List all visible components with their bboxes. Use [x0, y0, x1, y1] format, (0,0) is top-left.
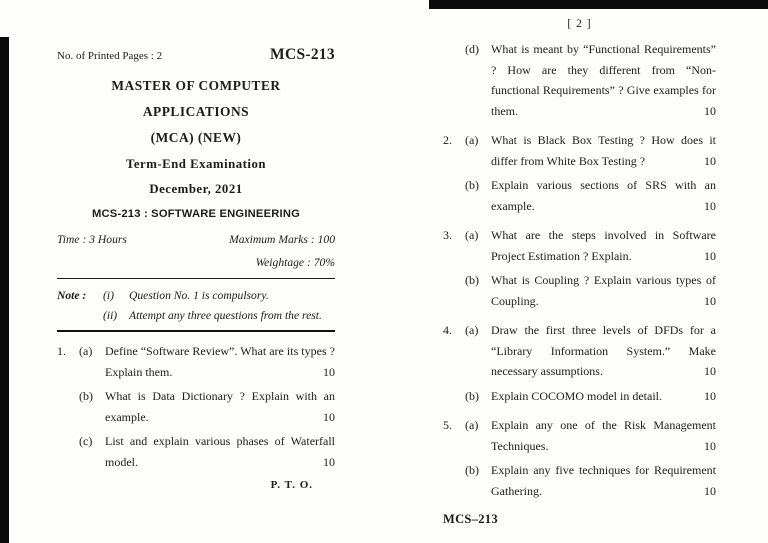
paper-code-footer: MCS–213 — [443, 512, 498, 526]
note-text: Attempt any three questions from the rest. — [129, 308, 322, 322]
time-marks-row — [57, 233, 335, 246]
question-item — [443, 270, 716, 311]
question-text: Explain any one of the Risk Management Techniques. — [491, 418, 716, 453]
exam-name: Term-End Examination — [125, 157, 266, 171]
question-marks: 10 — [704, 388, 716, 403]
question-body — [491, 39, 716, 121]
page-number: [ 2 ] — [567, 18, 592, 30]
question-body — [491, 320, 716, 382]
question-number — [443, 39, 465, 121]
question-item — [443, 39, 716, 121]
question-item — [57, 386, 335, 427]
question-letter: (b) — [465, 273, 479, 287]
question-text: Explain any five techniques for Requirement Gathering. — [491, 463, 716, 498]
question-letter: (b) — [465, 463, 479, 477]
note-roman: (ii) — [103, 308, 118, 322]
paper-code: MCS-213 — [270, 46, 335, 63]
exam-date: December, 2021 — [149, 182, 243, 196]
question-item — [443, 460, 716, 501]
question-number: 5. — [443, 418, 452, 432]
exam-page-2 — [443, 18, 716, 527]
question-letter: (c) — [79, 434, 93, 448]
question-letter: (b) — [465, 178, 479, 192]
question-number — [57, 431, 79, 472]
weightage: Weightage : 70% — [255, 256, 335, 269]
note-roman: (i) — [103, 289, 114, 302]
question-body — [491, 175, 716, 216]
note-text: Question No. 1 is compulsory. — [129, 289, 269, 302]
question-letter: (a) — [465, 323, 479, 337]
question-item — [443, 175, 716, 216]
exam-title-block — [57, 78, 335, 220]
question-body — [491, 386, 716, 407]
question-marks: 10 — [323, 409, 335, 424]
question-text: What is Coupling ? Explain various types of Coupling. — [491, 273, 716, 308]
question-number — [443, 270, 465, 311]
question-letter: (a) — [465, 133, 479, 147]
question-body — [105, 386, 335, 427]
question-text: Explain COCOMO model in detail. — [491, 388, 662, 403]
question-number: 4. — [443, 323, 452, 337]
question-text: List and explain various phases of Waterfall model. — [105, 434, 335, 469]
question-number — [443, 386, 465, 407]
question-number: 3. — [443, 228, 452, 242]
course-title-line1: MASTER OF COMPUTER — [111, 78, 281, 93]
question-item — [443, 320, 716, 382]
note-block — [57, 286, 335, 325]
question-marks: 10 — [704, 248, 716, 263]
time-allowed: Time : 3 Hours — [57, 233, 127, 246]
page2-questions — [443, 39, 716, 501]
question-number — [443, 460, 465, 501]
question-letter: (a) — [465, 228, 479, 242]
question-item — [443, 130, 716, 171]
scan-edge-top-right — [429, 0, 768, 9]
question-number: 1. — [57, 344, 66, 358]
question-body — [491, 460, 716, 501]
question-letter: (b) — [79, 389, 93, 403]
horizontal-rule-bottom — [57, 330, 335, 332]
question-body — [491, 415, 716, 456]
page1-header — [57, 46, 335, 64]
question-letter: (a) — [465, 418, 479, 432]
question-item — [443, 386, 716, 407]
question-item — [443, 415, 716, 456]
question-marks: 10 — [704, 438, 716, 453]
printed-pages-label: No. of Printed Pages : 2 — [57, 50, 163, 62]
question-letter: (b) — [465, 388, 479, 403]
course-title-line3: (MCA) (NEW) — [150, 130, 242, 145]
question-item — [57, 431, 335, 472]
question-body — [105, 341, 335, 382]
question-text: Explain various sections of SRS with an example. — [491, 178, 716, 213]
question-text: What is meant by “Functional Requirements” ? How are they different from “Non-functional Requirements” ? Give examples for them. — [491, 42, 716, 118]
note-item — [103, 306, 335, 326]
question-text: Define “Software Review”. What are its types ? Explain them. — [105, 344, 335, 379]
question-text: What is Data Dictionary ? Explain with an example. — [105, 389, 335, 424]
question-body — [491, 225, 716, 266]
question-number: 2. — [443, 133, 452, 147]
question-letter: (a) — [79, 344, 93, 358]
question-body — [491, 270, 716, 311]
note-items — [103, 286, 335, 325]
question-body — [491, 130, 716, 171]
question-marks: 10 — [704, 293, 716, 308]
question-item — [57, 341, 335, 382]
scan-edge-left — [0, 37, 9, 543]
note-label: Note : — [57, 289, 87, 302]
question-letter: (d) — [465, 42, 479, 56]
question-text: What is Black Box Testing ? How does it differ from White Box Testing ? — [491, 133, 716, 168]
question-text: Draw the first three levels of DFDs for a “Library Information System.” Make necessary assumptions. — [491, 323, 716, 378]
subject-title: MCS-213 : SOFTWARE ENGINEERING — [91, 208, 301, 220]
question-marks: 10 — [704, 364, 716, 378]
question-marks: 10 — [323, 454, 335, 469]
question-number — [57, 386, 79, 427]
question-body — [105, 431, 335, 472]
question-marks: 10 — [704, 103, 716, 118]
exam-page-1 — [57, 46, 335, 491]
page1-questions — [57, 341, 335, 472]
question-text: What are the steps involved in Software Project Estimation ? Explain. — [491, 228, 716, 263]
page-turn-over-label: P. T. O. — [270, 479, 313, 491]
course-title-line2: APPLICATIONS — [142, 104, 250, 119]
question-marks: 10 — [323, 364, 335, 379]
question-number — [443, 175, 465, 216]
horizontal-rule-top — [57, 278, 335, 279]
question-marks: 10 — [704, 153, 716, 168]
note-item — [103, 286, 335, 306]
question-marks: 10 — [704, 483, 716, 498]
question-marks: 10 — [704, 198, 716, 213]
maximum-marks: Maximum Marks : 100 — [229, 233, 335, 246]
question-item — [443, 225, 716, 266]
